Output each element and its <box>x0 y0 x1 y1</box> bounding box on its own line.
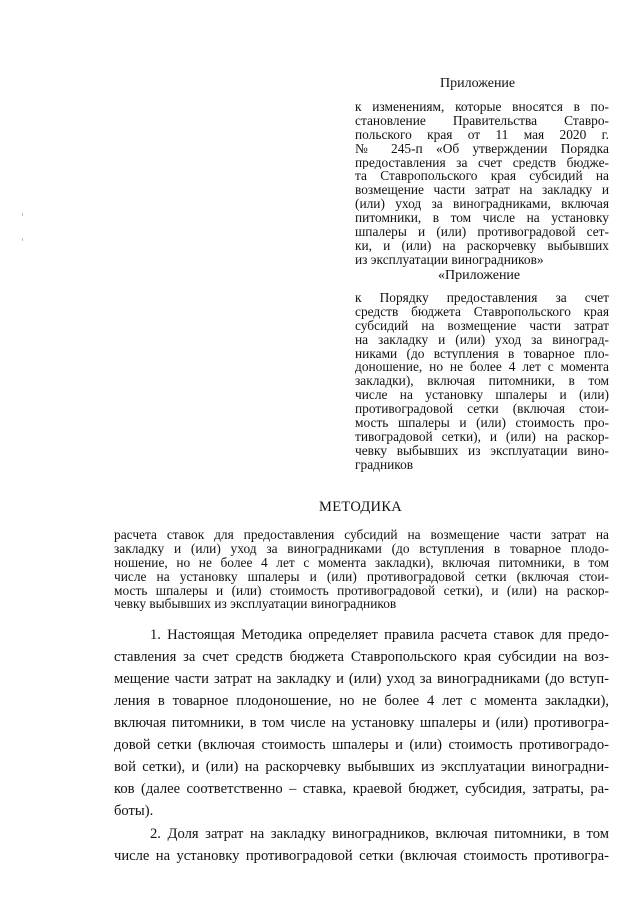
appendix-line: возмещение части затрат на закладку и <box>355 183 609 198</box>
appendix-line: питомники, в том числе на установку <box>355 211 609 226</box>
appendix-line: польского края от 11 мая 2020 г. <box>355 127 609 142</box>
order-appendix-title: «Приложение <box>438 268 521 283</box>
paragraph-line: ставления за счет средств бюджета Ставропольского края субсидии на воз- <box>114 649 609 665</box>
appendix-line: шпалеры и (или) противоградовой сет- <box>355 225 609 239</box>
paragraph-line: 1. Настоящая Методика определяет правила расчета ставок для предо- <box>150 627 609 643</box>
appendix-line: та Ставропольского края субсидий на <box>355 169 609 184</box>
paragraph-line: ления в товарное плодоношение, но не более 4 лет с момента закладки), <box>114 693 609 709</box>
order-appendix-line: числе на установку шпалеры и (или) <box>355 388 609 403</box>
appendix-line: предоставления за счет средств бюдже- <box>355 155 609 170</box>
order-appendix-line: средств бюджета Ставропольского края <box>355 304 609 319</box>
paragraph-line: боты). <box>114 803 154 819</box>
paragraph-line: мещение части затрат на закладку и (или) уход за виноградниками (до вступ- <box>114 671 609 687</box>
methodology-subtitle <box>114 528 609 611</box>
subtitle-line: числе на установку шпалеры и (или) противоградовой сетки (включая стои- <box>114 569 609 584</box>
order-appendix-line: градников <box>355 457 414 472</box>
subtitle-line: мость шпалеры и (или) стоимость противоградовой сетки), и (или) на раскор- <box>114 583 609 598</box>
order-appendix-line: доношение, но не более 4 лет с момента <box>355 360 609 375</box>
order-appendix-line: к Порядку предоставления за счет <box>355 291 609 305</box>
appendix-text <box>355 100 609 267</box>
margin-mark <box>22 213 23 216</box>
subtitle-line: ношение, но не более 4 лет с момента закладки), включая питомники, в том <box>114 555 609 570</box>
order-appendix-line: мость шпалеры и (или) стоимость про- <box>355 416 609 430</box>
appendix-line: из эксплуатации виноградников» <box>355 252 544 267</box>
paragraph-line: включая питомники, в том числе на установку шпалеры и (или) противогра- <box>114 715 609 731</box>
subtitle-line: чевку выбывших из эксплуатации виноградников <box>114 597 397 612</box>
document-heading: МЕТОДИКА <box>319 499 403 515</box>
appendix-line: становление Правительства Ставро- <box>355 113 609 128</box>
paragraph-line: 2. Доля затрат на закладку виноградников, включая питомники, в том <box>150 826 609 842</box>
order-appendix-line: субсидий на возмещение части затрат <box>355 318 609 333</box>
paragraph-2 <box>114 823 609 867</box>
appendix-line: ки, и (или) на раскорчевку выбывших <box>355 238 609 253</box>
paragraph-1 <box>114 624 609 822</box>
appendix-line: к изменениям, которые вносятся в по- <box>355 100 609 114</box>
paragraph-line: довой сетки (включая стоимость шпалеры и (или) стоимость противоградо- <box>114 737 609 753</box>
paragraph-line: вой сетки), и (или) на раскорчевку выбывших из эксплуатации виноградни- <box>114 759 609 775</box>
subtitle-line: закладку и (или) уход за виноградниками (до вступления в товарное плодо- <box>114 541 609 556</box>
order-appendix-line: противоградовой сетки (включая стои- <box>355 402 609 417</box>
order-appendix-line: закладки), включая питомники, в том <box>355 374 609 389</box>
order-appendix-text <box>355 291 609 472</box>
paragraph-line: ков (далее соответственно – ставка, краевой бюджет, субсидия, затраты, ра- <box>114 781 609 797</box>
appendix-line: № 245-п «Об утверждении Порядка <box>355 141 609 156</box>
appendix-line: (или) уход за виноградниками, включая <box>355 197 609 212</box>
paragraph-line: числе на установку противоградовой сетки (включая стоимость противогра- <box>114 848 609 864</box>
order-appendix-line: никами (до вступления в товарное пло- <box>355 346 609 361</box>
order-appendix-line: чевку выбывших из эксплуатации вино- <box>355 443 609 458</box>
subtitle-line: расчета ставок для предоставления субсидий на возмещение части затрат на <box>114 528 609 542</box>
appendix-title: Приложение <box>440 76 516 91</box>
margin-mark <box>22 238 23 241</box>
order-appendix-line: тивоградовой сетки), и (или) на раскор- <box>355 429 609 444</box>
order-appendix-line: на закладку и (или) уход за виноград- <box>355 332 609 347</box>
